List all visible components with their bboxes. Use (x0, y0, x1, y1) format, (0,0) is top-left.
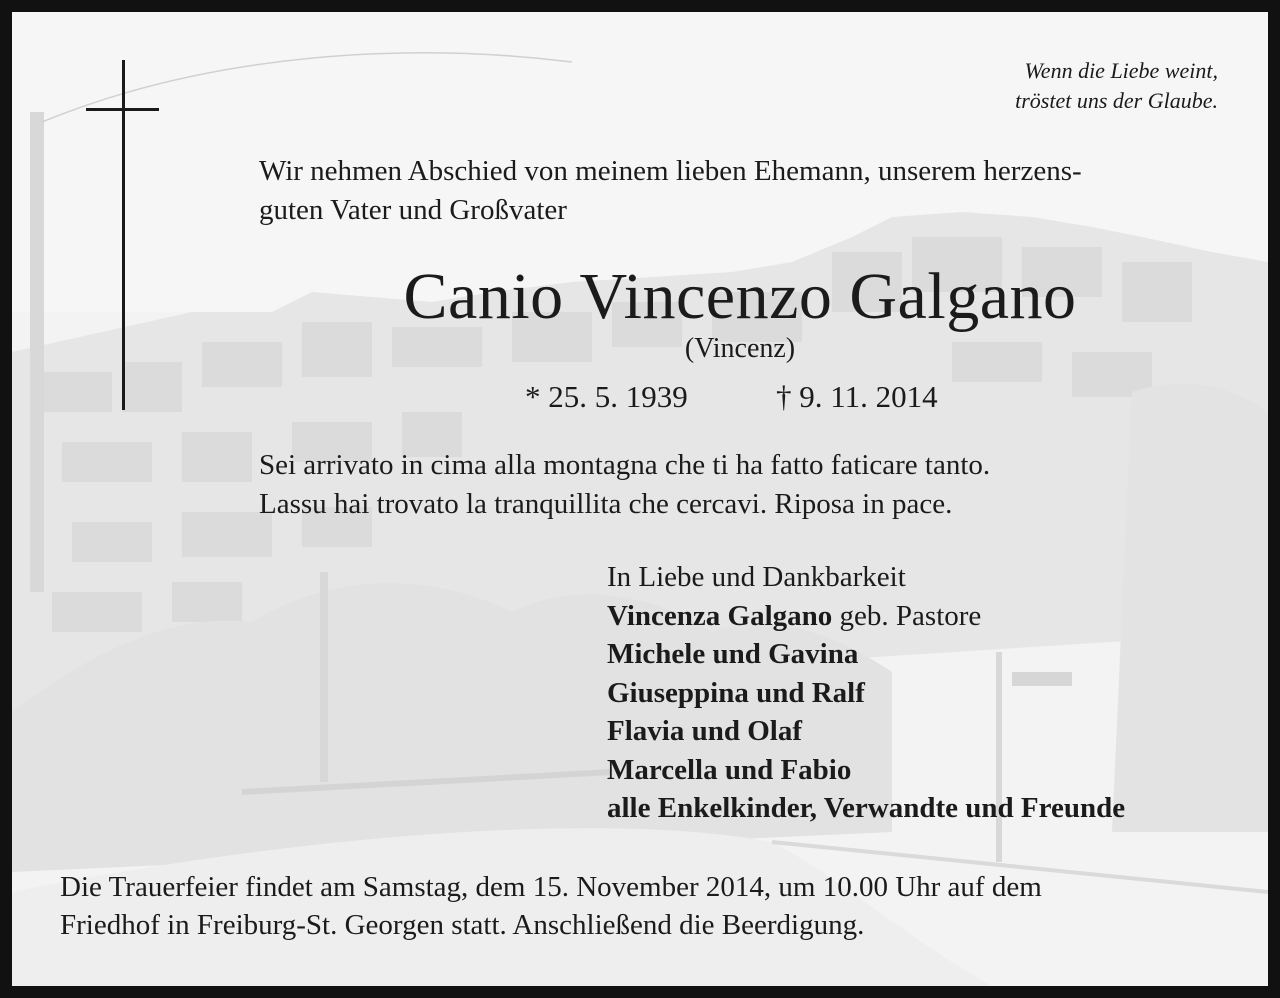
verse-line: Sei arrivato in cima alla montagna che ti ha fatto faticare tanto. (259, 449, 991, 481)
spouse-maiden-name: geb. Pastore (839, 599, 982, 632)
mourners-heading: In Liebe und Dankbarkeit (607, 561, 906, 593)
verse-line: Lassu hai trovato la tranquillita che cercavi. Riposa in pace. (259, 488, 953, 520)
intro-line: Wir nehmen Abschied von meinem lieben Ehemann, unserem herzens- (259, 155, 1082, 187)
italian-verse (259, 446, 990, 524)
mourner-name: Marcella und Fabio (607, 753, 852, 786)
mourner-name: alle Enkelkinder, Verwandte und Freunde (607, 792, 1126, 824)
funeral-details (60, 868, 1042, 944)
funeral-line: Die Trauerfeier findet am Samstag, dem 15. November 2014, um 10.00 Uhr auf dem (60, 871, 1042, 903)
mourners-list (607, 558, 1125, 828)
mourner-spouse (607, 597, 1125, 636)
motto-line: tröstet uns der Glaube. (1015, 88, 1218, 113)
deceased-nickname: (Vincenz) (684, 333, 796, 364)
birth-date: * 25. 5. 1939 (525, 379, 688, 414)
motto (1015, 56, 1218, 116)
funeral-line: Friedhof in Freiburg-St. Georgen statt. Anschließend die Beerdigung. (60, 909, 865, 941)
cross-icon-horizontal (86, 108, 159, 111)
mourner-name: Flavia und Olaf (607, 715, 802, 747)
deceased-name: Canio Vincenzo Galgano (403, 260, 1077, 333)
mourner-name: Michele und Gavina (607, 638, 859, 670)
mourner-name: Giuseppina und Ralf (607, 676, 865, 709)
death-date: † 9. 11. 2014 (776, 379, 938, 414)
intro-line: guten Vater und Großvater (259, 194, 567, 226)
motto-line: Wenn die Liebe weint, (1024, 58, 1218, 83)
intro-text (259, 152, 1082, 230)
spouse-name: Vincenza Galgano (607, 599, 833, 632)
